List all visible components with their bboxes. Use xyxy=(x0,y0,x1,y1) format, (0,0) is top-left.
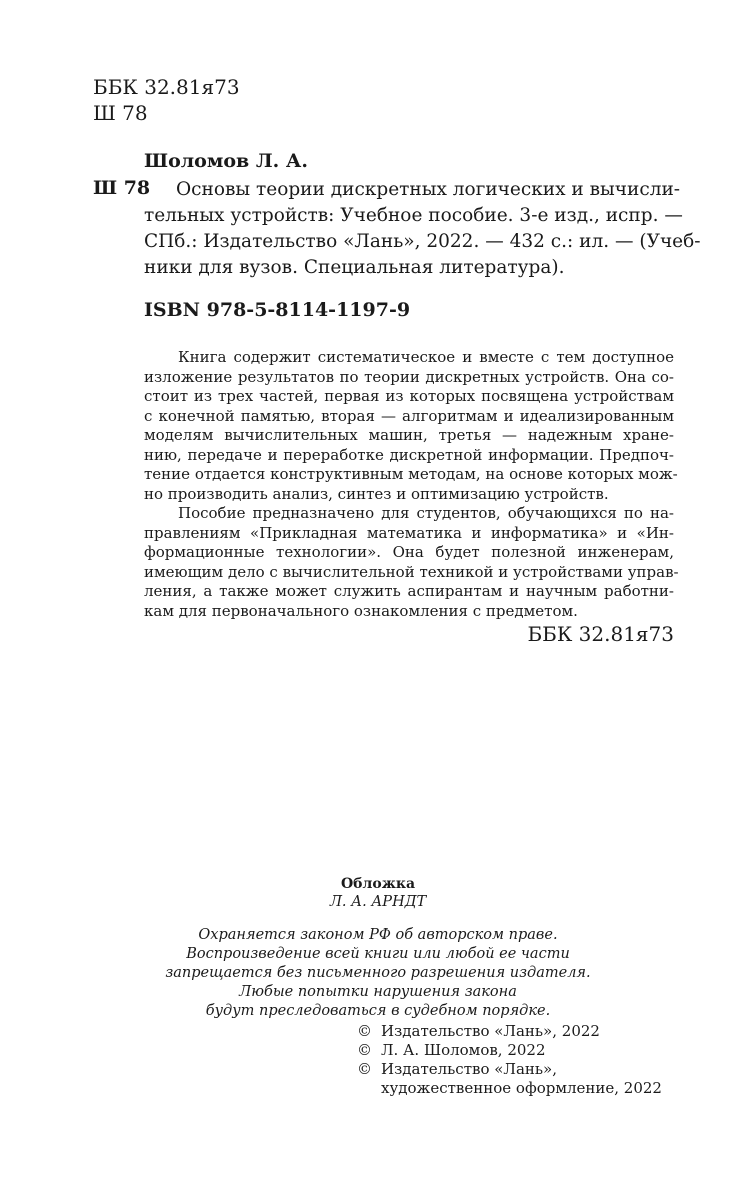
abstract-line: правлениям «Прикладная математика и информатика» и «Ин- xyxy=(144,523,674,542)
abstract-line: Книга содержит систематическое и вместе с тем доступное xyxy=(178,348,674,366)
bbk-code-top: ББК 32.81я73 xyxy=(93,75,240,99)
abstract-line: но производить анализ, синтез и оптимизацию устройств. xyxy=(144,484,609,503)
copyright-entry xyxy=(357,1041,662,1060)
notice-line: будут преследоваться в судебном порядке. xyxy=(205,1003,551,1019)
copyright-icon: © xyxy=(357,1041,372,1059)
author-sign-top: Ш 78 xyxy=(93,101,148,125)
abstract-line: тение отдается конструктивным методам, на основе которых мож- xyxy=(144,465,678,483)
copyright-holder: Л. А. Шоломов, 2022 xyxy=(381,1041,546,1059)
author-name: Шоломов Л. А. xyxy=(144,150,308,172)
notice-line: Любые попытки нарушения закона xyxy=(239,984,517,1000)
abstract-line: ления, а также может служить аспирантам и научным работни- xyxy=(144,582,674,600)
isbn: ISBN 978-5-8114-1197-9 xyxy=(144,299,411,321)
abstract-line: с конечной памятью, вторая — алгоритмам и идеализированным xyxy=(144,406,674,425)
biblio-line: СПб.: Издательство «Лань», 2022. — 432 с.: ил. — (Учеб- xyxy=(144,231,701,252)
copyright-holder-continuation: художественное оформление, 2022 xyxy=(381,1079,662,1097)
abstract xyxy=(144,348,679,621)
abstract-line: кам для первоначального ознакомления с предметом. xyxy=(144,601,578,620)
notice-line: запрещается без письменного разрешения издателя. xyxy=(165,965,591,981)
notice-line: Воспроизведение всей книги или любой ее части xyxy=(186,946,570,962)
notice-line: Охраняется законом РФ об авторском праве. xyxy=(198,927,558,943)
cover-artist: Л. А. АРНДТ xyxy=(329,894,427,910)
biblio-line: Основы теории дискретных логических и вычисли- xyxy=(176,179,681,200)
bibliographic-description xyxy=(144,177,701,281)
biblio-line: тельных устройств: Учебное пособие. 3-е изд., испр. — xyxy=(144,205,683,226)
cover-label: Обложка xyxy=(340,876,416,892)
abstract-line: формационные технологии». Она будет полезной инженерам, xyxy=(144,543,674,561)
copyright-holders xyxy=(357,1022,662,1098)
abstract-line: изложение результатов по теории дискретных устройств. Она со- xyxy=(144,367,674,386)
copyright-icon: © xyxy=(357,1022,372,1040)
abstract-line: Пособие предназначено для студентов, обучающихся по на- xyxy=(178,504,674,522)
abstract-line: нию, передаче и переработке дискретной информации. Предпоч- xyxy=(144,445,674,464)
author-sign-entry: Ш 78 xyxy=(93,177,151,199)
abstract-line: моделям вычислительных машин, третья — надежным хране- xyxy=(144,426,674,444)
biblio-line: ники для вузов. Специальная литература). xyxy=(144,257,565,278)
bbk-classification-header xyxy=(93,74,240,126)
copyright-entry xyxy=(357,1060,662,1079)
abstract-line: имеющим дело с вычислительной техникой и устройствами управ- xyxy=(144,562,679,581)
copyright-entry xyxy=(357,1022,662,1041)
copyright-notice xyxy=(0,926,756,1021)
copyright-icon: © xyxy=(357,1060,372,1078)
abstract-line: стоит из трех частей, первая из которых посвящена устройствам xyxy=(144,387,674,405)
bbk-code-bottom: ББК 32.81я73 xyxy=(527,622,674,646)
copyright-holder: Издательство «Лань», xyxy=(381,1060,558,1078)
copyright-holder: Издательство «Лань», 2022 xyxy=(381,1022,600,1040)
